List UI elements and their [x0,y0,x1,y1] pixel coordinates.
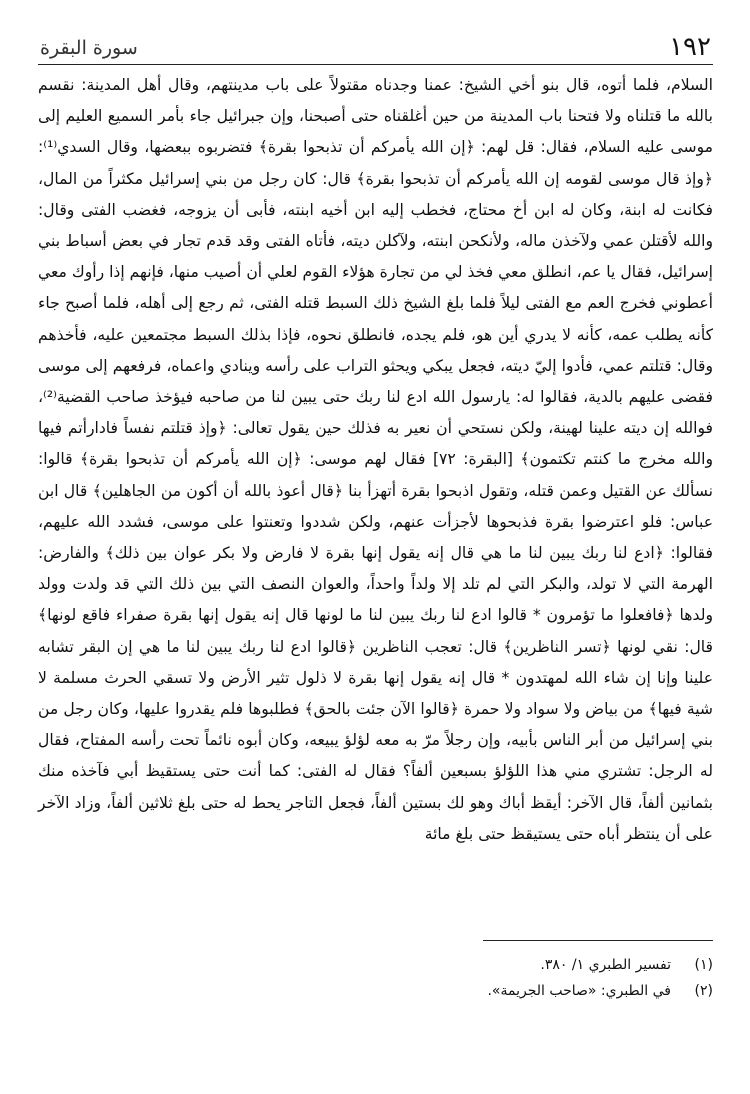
page-number: ١٩٢ [669,32,711,62]
footnote-1 [38,952,713,978]
footnote-number: (٢) [694,983,713,999]
surah-title: سورة البقرة [40,37,138,59]
main-paragraph: السلام، فلما أتوه، قال بنو أخي الشيخ: عمنا وجدناه مقتولاً على باب مدينتهم، وقال أهل المدينة: نقسم بالله ما قتلناه ولا فتحنا باب المدينة من حين أغلقناه حتى أصبحنا، وإن جبرائيل جاء بأمر السميع العليم إلى موسى عليه السلام، فقال: قل لهم: ﴿إن الله يأمركم أن تذبحوا بقرة﴾ فتضربوه ببعضها، وقال السدي⁽¹⁾: ﴿وإذ قال موسى لقومه إن الله يأمركم أن تذبحوا بقرة﴾ قال: كان رجل من بني إسرائيل مكثراً من المال، فكانت له ابنة، وكان له ابن أخ محتاج، فخطب إليه ابن أخيه ابنته، فأبى أن يزوجه، فغضب الفتى وقال: والله لأقتلن عمي ولآخذن ماله، ولأنكحن ابنته، ولآكلن ديته، فأتاه الفتى وقد قدم تجار في بعض أسباط بني إسرائيل، فقال يا عم، انطلق معي فخذ لي من تجارة هؤلاء القوم لعلي أن أصيب منها، فإنهم إذا رأوك معي أعطوني فخرج العم مع الفتى ليلاً فلما بلغ الشيخ ذلك السبط قتله الفتى، ثم رجع إلى أهله، فلما أصبح جاء كأنه يطلب عمه، كأنه لا يدري أين هو، فلم يجده، فانطلق نحوه، فإذا بذلك السبط مجتمعين عليه، فأخذهم وقال: قتلتم عمي، فأدوا إليّ ديته، فجعل يبكي ويحثو التراب على رأسه وينادي واعماه، فرفعهم إلى موسى فقضى عليهم بالدية، فقالوا له: يارسول الله ادع لنا ربك حتى يبين لنا من صاحبه فيؤخذ صاحب القضية⁽²⁾، فوالله إن ديته علينا لهينة، ولكن نستحي أن نعير به فذلك حين يقول تعالى: ﴿وإذ قتلتم نفساً فادارأتم فيها والله مخرج ما كنتم تكتمون﴾ [البقرة: ٧٢] فقال لهم موسى: ﴿إن الله يأمركم أن تذبحوا بقرة﴾ قالوا: نسألك عن القتيل وعمن قتله، وتقول اذبحوا بقرة أتهزأ بنا ﴿قال أعوذ بالله أن أكون من الجاهلين﴾ قال ابن عباس: فلو اعترضوا بقرة فذبحوها لأجزأت عنهم، ولكن شددوا وتعنتوا على موسى، فشدد الله عليهم، فقالوا: ﴿ادع لنا ربك يبين لنا ما هي قال إنه يقول إنها بقرة لا فارض ولا بكر عوان بين ذلك﴾ والفارض: الهرمة التي لا تولد، والبكر التي لم تلد إلا ولداً واحداً، والعوان النصف التي بين ذلك التي قد ولدت وولد ولدها ﴿فافعلوا ما تؤمرون * قالوا ادع لنا ربك يبين لنا ما لونها قال إنه يقول إنها بقرة صفراء فاقع لونها﴾ قال: نقي لونها ﴿تسر الناظرين﴾ قال: تعجب الناظرين ﴿قالوا ادع لنا ربك يبين لنا ما هي إن البقر تشابه علينا وإنا إن شاء الله لمهتدون * قال إنه يقول إنها بقرة لا ذلول تثير الأرض ولا تسقي الحرث مسلمة لا شية فيها﴾ من بياض ولا سواد ولا حمرة ﴿قالوا الآن جئت بالحق﴾ فطلبوها فلم يقدروا عليها، وكان رجل من بني إسرائيل من أبر الناس بأبيه، وإن رجلاً مرّ به معه لؤلؤ يبيعه، وكان أبوه نائماً تحت رأسه المفتاح، فقال له الرجل: تشتري مني هذا اللؤلؤ بسبعين ألفاً؟ فقال له الفتى: كما أنت حتى يستقيظ أبي فآخذه منك بثمانين ألفاً، قال الآخر: أيقظ أباك وهو لك بستين ألفاً، فجعل التاجر يحط له حتى بلغ ثلاثين ألفاً، وزاد الآخر على أن ينتظر أباه حتى يستيقظ حتى بلغ مائة [38,76,713,843]
footnote-2 [38,978,713,1004]
book-page [38,30,713,1060]
footnote-text: تفسير الطبري ١/ ٣٨٠. [540,957,671,973]
footnote-text: في الطبري: «صاحب الجريمة». [487,983,671,999]
footnotes [38,952,713,1004]
footnote-divider [483,940,713,941]
page-header [38,30,713,65]
main-text [38,70,713,850]
footnote-number: (١) [694,957,713,973]
